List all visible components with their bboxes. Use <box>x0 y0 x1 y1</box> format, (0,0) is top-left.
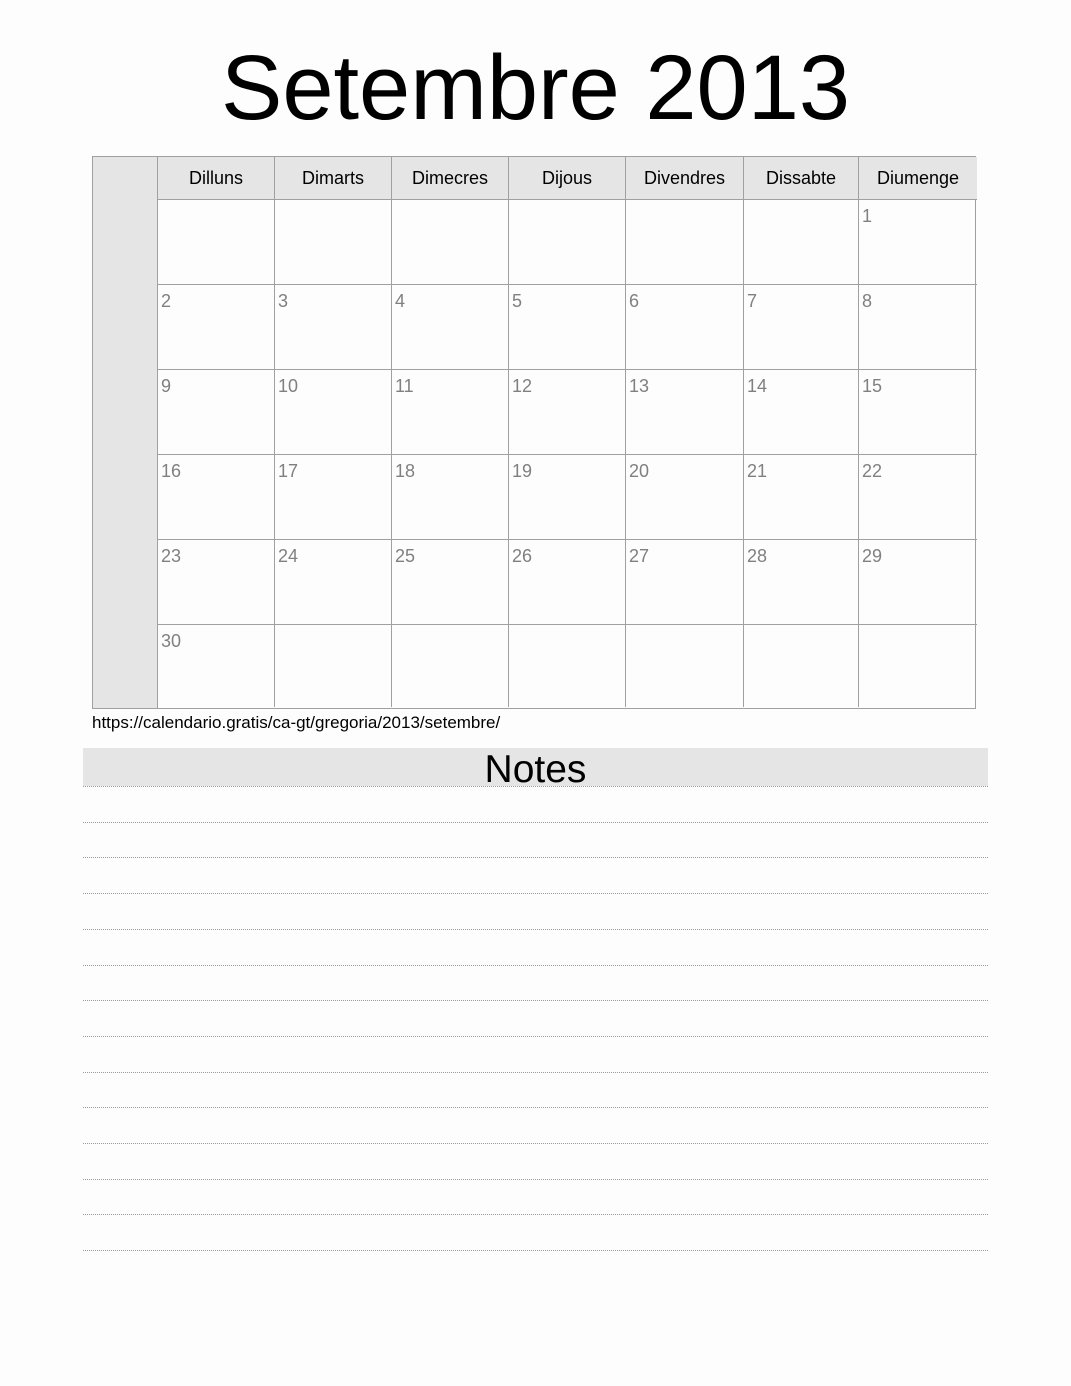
day-cell[interactable] <box>626 455 744 540</box>
day-cell[interactable] <box>626 625 744 707</box>
day-cell[interactable] <box>158 200 275 285</box>
day-number: 9 <box>161 376 172 396</box>
day-cell[interactable] <box>626 370 744 455</box>
day-cell[interactable] <box>392 455 509 540</box>
day-cell[interactable] <box>509 285 626 370</box>
day-number: 17 <box>278 461 299 481</box>
day-cell[interactable] <box>158 540 275 625</box>
day-number: 26 <box>512 546 533 566</box>
page-title: Setembre 2013 <box>220 37 851 139</box>
day-cell[interactable] <box>859 200 977 285</box>
note-line <box>83 857 988 858</box>
note-line <box>83 1036 988 1037</box>
weekday-header: Dijous <box>509 157 626 200</box>
note-line <box>83 1250 988 1251</box>
note-line <box>83 1214 988 1215</box>
note-line <box>83 1179 988 1180</box>
day-number: 10 <box>278 376 299 396</box>
note-line <box>83 1107 988 1108</box>
day-cell[interactable] <box>509 370 626 455</box>
day-number: 3 <box>278 291 289 311</box>
day-number: 14 <box>747 376 768 396</box>
day-number: 20 <box>629 461 650 481</box>
day-number: 4 <box>395 291 406 311</box>
day-cell[interactable] <box>744 370 859 455</box>
day-number: 5 <box>512 291 523 311</box>
day-cell[interactable] <box>859 370 977 455</box>
day-cell[interactable] <box>275 285 392 370</box>
day-number: 23 <box>161 546 182 566</box>
weekday-header: Dimarts <box>275 157 392 200</box>
day-cell[interactable] <box>275 625 392 707</box>
day-number: 2 <box>161 291 172 311</box>
day-number: 22 <box>862 461 883 481</box>
day-number: 25 <box>395 546 416 566</box>
day-number: 24 <box>278 546 299 566</box>
day-number: 27 <box>629 546 650 566</box>
day-number: 6 <box>629 291 640 311</box>
weekday-header: Diumenge <box>859 157 977 200</box>
day-cell[interactable] <box>275 370 392 455</box>
day-cell[interactable] <box>626 540 744 625</box>
note-line <box>83 1143 988 1144</box>
day-number: 18 <box>395 461 416 481</box>
day-number: 1 <box>862 206 873 226</box>
day-number: 19 <box>512 461 533 481</box>
day-number: 12 <box>512 376 533 396</box>
day-cell[interactable] <box>509 625 626 707</box>
day-cell[interactable] <box>392 625 509 707</box>
day-cell[interactable] <box>744 455 859 540</box>
day-number: 21 <box>747 461 768 481</box>
day-number: 7 <box>747 291 758 311</box>
day-number: 13 <box>629 376 650 396</box>
calendar-grid <box>92 156 976 709</box>
day-cell[interactable] <box>626 200 744 285</box>
day-cell[interactable] <box>158 625 275 707</box>
note-line <box>83 893 988 894</box>
weekday-header: Dissabte <box>744 157 859 200</box>
day-cell[interactable] <box>275 200 392 285</box>
day-cell[interactable] <box>158 455 275 540</box>
day-cell[interactable] <box>859 285 977 370</box>
day-cell[interactable] <box>744 200 859 285</box>
note-line <box>83 822 988 823</box>
weekday-header: Dimecres <box>392 157 509 200</box>
day-cell[interactable] <box>744 625 859 707</box>
day-cell[interactable] <box>626 285 744 370</box>
day-cell[interactable] <box>744 285 859 370</box>
weekday-header: Divendres <box>626 157 744 200</box>
note-line <box>83 929 988 930</box>
day-cell[interactable] <box>158 370 275 455</box>
day-cell[interactable] <box>275 455 392 540</box>
note-line <box>83 1000 988 1001</box>
week-number-column <box>93 157 158 708</box>
day-cell[interactable] <box>392 540 509 625</box>
note-line <box>83 786 988 787</box>
day-cell[interactable] <box>509 455 626 540</box>
day-cell[interactable] <box>859 625 977 707</box>
day-cell[interactable] <box>509 540 626 625</box>
day-number: 28 <box>747 546 768 566</box>
note-line <box>83 965 988 966</box>
note-line <box>83 1072 988 1073</box>
day-cell[interactable] <box>859 540 977 625</box>
day-number: 11 <box>395 376 414 396</box>
day-cell[interactable] <box>509 200 626 285</box>
day-cell[interactable] <box>744 540 859 625</box>
day-cell[interactable] <box>392 200 509 285</box>
day-number: 8 <box>862 291 873 311</box>
day-cell[interactable] <box>392 285 509 370</box>
day-number: 16 <box>161 461 182 481</box>
notes-heading: Notes <box>83 748 988 786</box>
weekday-header: Dilluns <box>158 157 275 200</box>
day-cell[interactable] <box>392 370 509 455</box>
day-number: 15 <box>862 376 883 396</box>
day-cell[interactable] <box>275 540 392 625</box>
day-cell[interactable] <box>158 285 275 370</box>
day-number: 29 <box>862 546 883 566</box>
day-number: 30 <box>161 631 182 651</box>
day-cell[interactable] <box>859 455 977 540</box>
source-url: https://calendario.gratis/ca-gt/gregoria/2013/setembre/ <box>92 713 501 732</box>
